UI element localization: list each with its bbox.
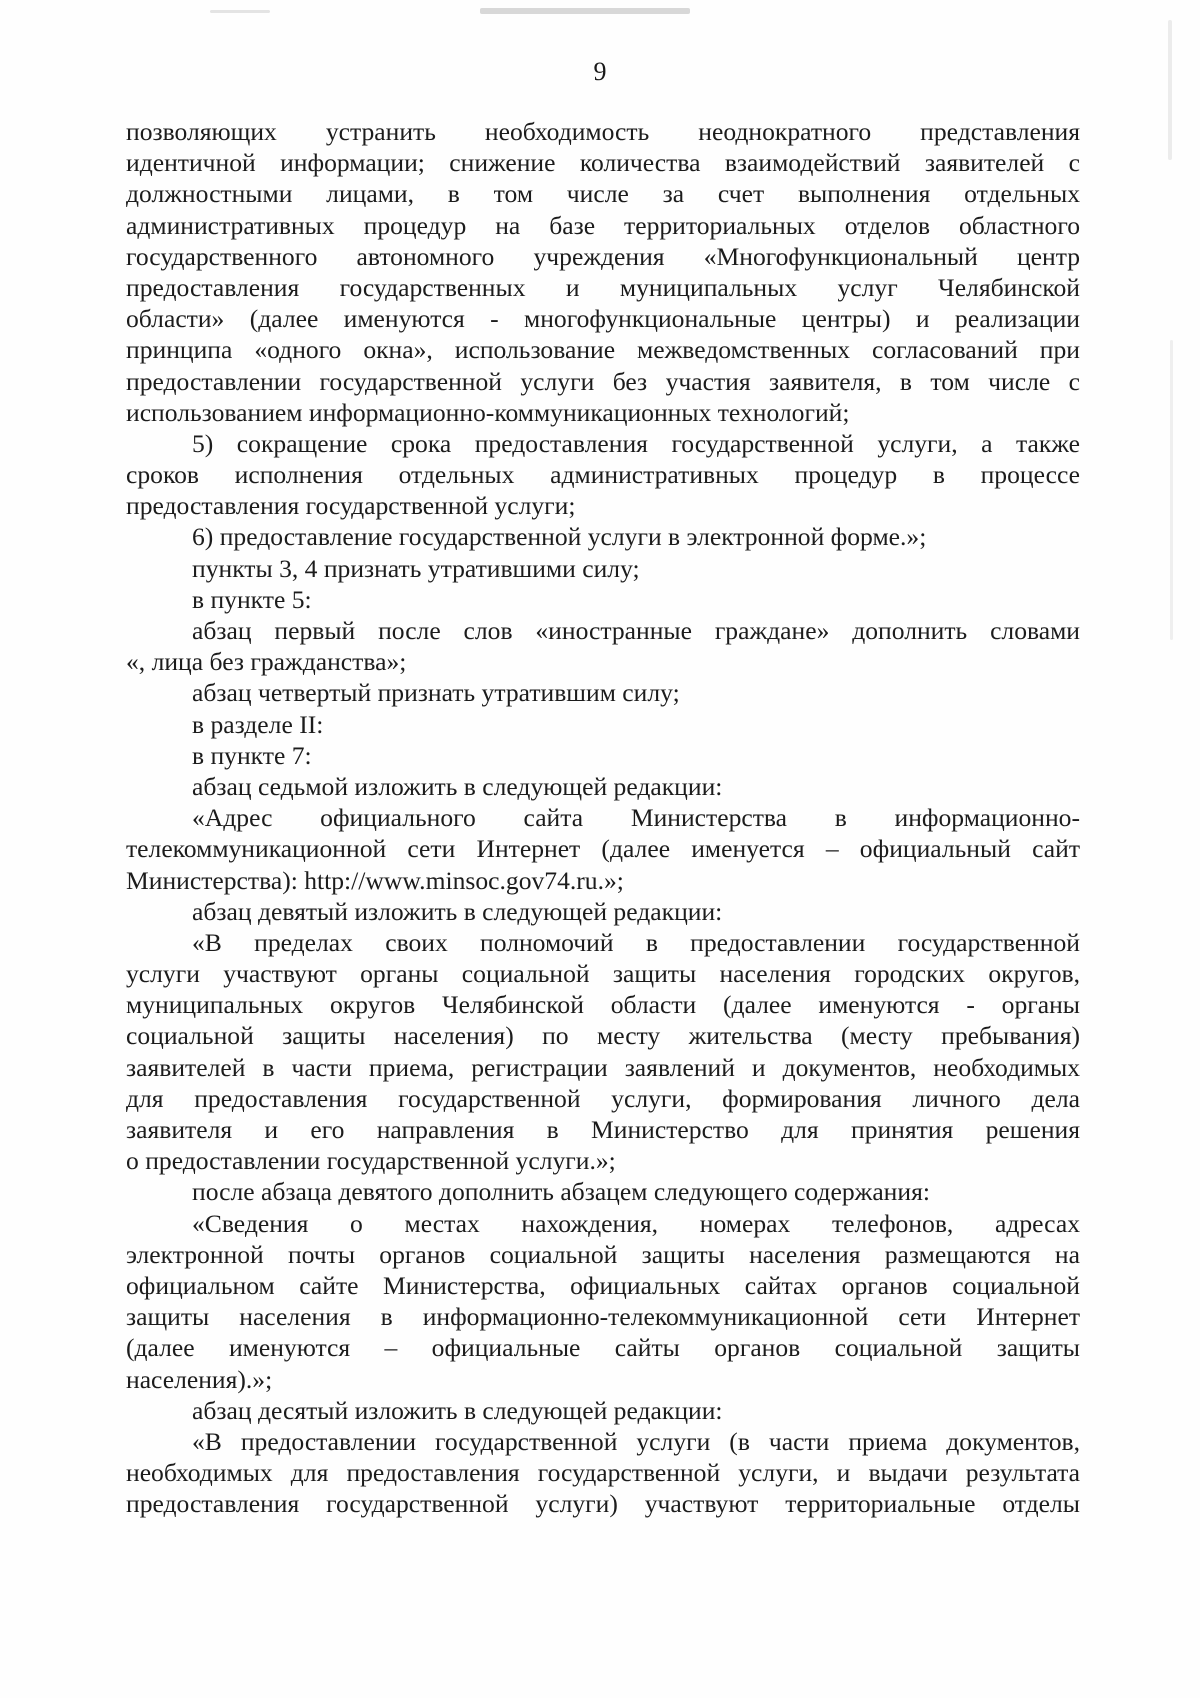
scan-artifact bbox=[1168, 20, 1172, 160]
text-line: позволяющих устранить необходимость неоднократного представления bbox=[126, 117, 1080, 146]
text-line: электронной почты органов социальной защиты населения размещаются на bbox=[126, 1239, 1080, 1269]
page-number: 9 bbox=[593, 57, 607, 86]
text-line: «Адрес официального сайта Министерства в информационно- bbox=[192, 803, 1080, 833]
text-line: абзац девятый изложить в следующей редакции: bbox=[192, 896, 723, 926]
document-body bbox=[126, 116, 1080, 1519]
text-line: принципа «одного окна», использование межведомственных согласований при bbox=[126, 335, 1080, 365]
text-line: 5) сокращение срока предоставления государственной услуги, а также bbox=[192, 428, 1080, 458]
text-line: социальной защиты населения) по месту жительства (месту пребывания) bbox=[126, 1021, 1080, 1051]
text-line: после абзаца девятого дополнить абзацем следующего содержания: bbox=[192, 1177, 930, 1207]
text-line: необходимых для предоставления государственной услуги, и выдачи результата bbox=[126, 1458, 1080, 1488]
text-line: пункты 3, 4 признать утратившими силу; bbox=[192, 553, 640, 583]
text-line: абзац десятый изложить в следующей редакции: bbox=[192, 1395, 723, 1425]
text-line: заявителя и его направления в Министерство для принятия решения bbox=[126, 1115, 1080, 1144]
text-line: предоставлении государственной услуги без участия заявителя, в том числе с bbox=[126, 366, 1080, 396]
text-line: защиты населения в информационно-телекоммуникационной сети Интернет bbox=[126, 1302, 1080, 1332]
text-line: предоставления государственной услуги; bbox=[126, 491, 576, 521]
text-line: населения).»; bbox=[126, 1364, 273, 1394]
text-line: сроков исполнения отдельных административных процедур в процессе bbox=[126, 460, 1080, 490]
text-line: государственного автономного учреждения «Многофункциональный центр bbox=[126, 241, 1080, 271]
text-line: Министерства): http://www.minsoc.gov74.ru.»; bbox=[126, 865, 624, 895]
text-line: абзац четвертый признать утратившим силу; bbox=[192, 678, 680, 708]
text-line: должностными лицами, в том числе за счет выполнения отдельных bbox=[126, 179, 1080, 209]
text-line: идентичной информации; снижение количества взаимодействий заявителей с bbox=[126, 148, 1080, 178]
text-line: (далее именуются – официальные сайты органов социальной защиты bbox=[126, 1333, 1080, 1363]
text-line: области» (далее именуются - многофункциональные центры) и реализации bbox=[126, 304, 1080, 334]
text-line: абзац седьмой изложить в следующей редакции: bbox=[192, 771, 723, 801]
text-line: «В пределах своих полномочий в предоставлении государственной bbox=[192, 927, 1080, 957]
text-line: абзац первый после слов «иностранные граждане» дополнить словами bbox=[192, 616, 1080, 645]
scan-artifact bbox=[1170, 340, 1173, 640]
text-line: предоставления государственных и муниципальных услуг Челябинской bbox=[126, 272, 1080, 302]
text-line: телекоммуникационной сети Интернет (далее именуется – официальный сайт bbox=[126, 834, 1080, 864]
scan-artifact bbox=[480, 8, 690, 14]
scan-artifact bbox=[210, 10, 270, 13]
text-line: официальном сайте Министерства, официальных сайтах органов социальной bbox=[126, 1270, 1080, 1300]
text-line: о предоставлении государственной услуги.»; bbox=[126, 1146, 616, 1176]
text-line: в пункте 7: bbox=[192, 740, 312, 770]
text-line: 6) предоставление государственной услуги в электронной форме.»; bbox=[192, 522, 927, 552]
text-line: в пункте 5: bbox=[192, 584, 312, 614]
text-line: заявителей в части приема, регистрации заявлений и документов, необходимых bbox=[126, 1052, 1080, 1082]
text-line: использованием информационно-коммуникационных технологий; bbox=[126, 397, 850, 427]
text-line: «Сведения о местах нахождения, номерах телефонов, адресах bbox=[192, 1208, 1080, 1238]
text-line: для предоставления государственной услуги, формирования личного дела bbox=[126, 1083, 1080, 1113]
text-line: предоставления государственной услуги) участвуют территориальные отделы bbox=[126, 1489, 1080, 1519]
text-line: услуги участвуют органы социальной защиты населения городских округов, bbox=[126, 959, 1080, 989]
text-line: муниципальных округов Челябинской области (далее именуются - органы bbox=[126, 990, 1080, 1020]
text-line: «, лица без гражданства»; bbox=[126, 647, 407, 677]
text-line: административных процедур на базе территориальных отделов областного bbox=[126, 210, 1080, 240]
text-line: в разделе II: bbox=[192, 709, 324, 739]
text-line: «В предоставлении государственной услуги (в части приема документов, bbox=[192, 1426, 1080, 1456]
